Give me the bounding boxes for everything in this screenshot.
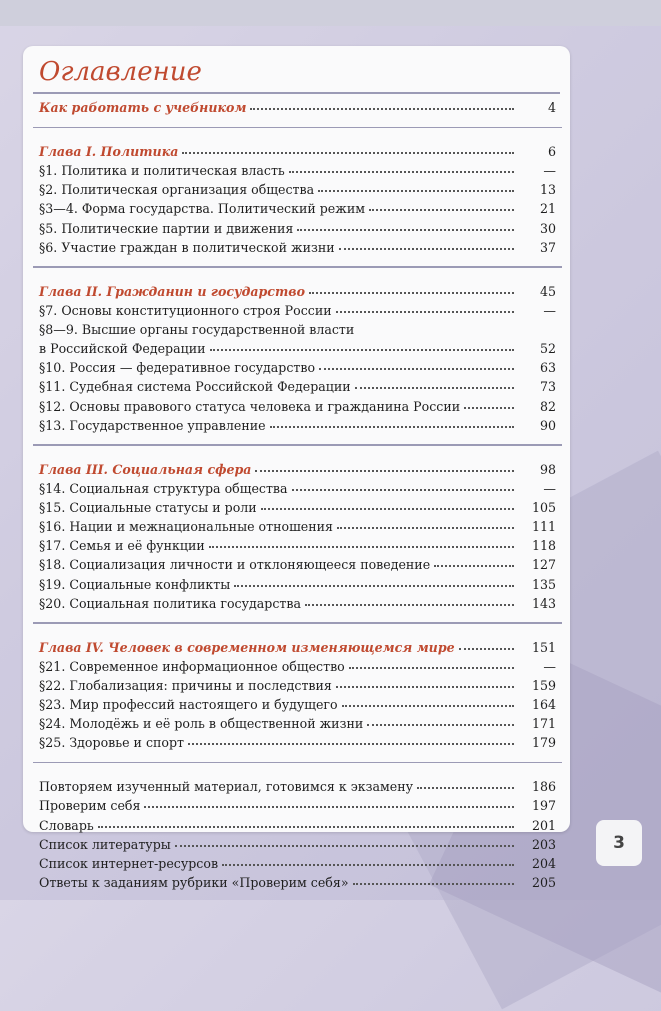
toc-page-number: 73 <box>539 379 556 395</box>
toc-entry-label: §25. Здоровье и спорт <box>39 735 185 751</box>
dot-leader <box>210 349 514 351</box>
toc-page-number: — <box>543 480 556 496</box>
dot-leader <box>353 883 514 885</box>
toc-row[interactable] <box>39 299 556 318</box>
toc-row[interactable] <box>39 414 556 433</box>
toc-row[interactable] <box>39 871 556 890</box>
toc-entry-label: §24. Молодёжь и её роль в общественной жизни <box>39 716 364 732</box>
dot-leader <box>261 508 514 510</box>
toc-page-number: 105 <box>531 499 556 515</box>
toc-entry-label: Ответы к заданиям рубрики «Проверим себя» <box>39 875 349 891</box>
dot-leader <box>336 686 514 688</box>
toc-entry-label: §21. Современное информационное общество <box>39 658 345 674</box>
toc-row[interactable] <box>39 216 556 235</box>
dot-leader <box>250 108 514 110</box>
toc-page-number: 30 <box>539 220 556 236</box>
dot-leader <box>289 171 514 173</box>
dot-leader <box>270 426 514 428</box>
toc-entry-label: Глава IV. Человек в современном изменяющемся мире <box>39 639 455 655</box>
toc-entry-label: Глава I. Политика <box>39 143 179 159</box>
toc-entry-label: Как работать с учебником <box>39 100 247 116</box>
toc-page-number: 13 <box>539 182 556 198</box>
dot-leader <box>459 648 514 650</box>
toc-page-number: 143 <box>531 595 556 611</box>
toc-row[interactable] <box>39 197 556 216</box>
toc-entry-label: Глава III. Социальная сфера <box>39 461 252 477</box>
toc-page-number: 151 <box>531 639 556 655</box>
toc-row[interactable] <box>39 592 556 611</box>
dot-leader <box>297 229 514 231</box>
toc-entry-label: §1. Политика и политическая власть <box>39 163 285 179</box>
toc-entry-label: §11. Судебная система Российской Федерации <box>39 379 351 395</box>
dot-leader <box>337 527 514 529</box>
toc-row[interactable] <box>39 515 556 534</box>
toc-page-number: 21 <box>539 201 556 217</box>
toc-entry-label: §20. Социальная политика государства <box>39 595 301 611</box>
dot-leader <box>292 489 514 491</box>
toc-row[interactable] <box>39 693 556 712</box>
toc-page-number: 37 <box>539 239 556 255</box>
toc-row[interactable] <box>39 674 556 693</box>
dot-leader <box>336 311 514 313</box>
toc-chapter-row[interactable] <box>39 457 556 476</box>
toc-entry-label: Список литературы <box>39 836 171 852</box>
toc-page-number: 63 <box>539 360 556 376</box>
dot-leader <box>234 585 514 587</box>
dot-leader <box>309 292 514 294</box>
dot-leader <box>417 787 514 789</box>
toc-chapter-row[interactable] <box>39 635 556 654</box>
toc-entry-label: Список интернет-ресурсов <box>39 855 219 871</box>
dot-leader <box>188 743 514 745</box>
dot-leader <box>319 368 514 370</box>
toc-page-number: 98 <box>539 461 556 477</box>
toc-entry-label: §3—4. Форма государства. Политический режим <box>39 201 366 217</box>
dot-leader <box>318 190 514 192</box>
toc-row[interactable] <box>39 712 556 731</box>
toc-page-number: 127 <box>531 557 556 573</box>
toc-row[interactable] <box>39 236 556 255</box>
toc-page-number: 90 <box>539 417 556 433</box>
toc-row[interactable] <box>39 813 556 832</box>
toc-row[interactable] <box>39 775 556 794</box>
toc-page-number: 159 <box>531 677 556 693</box>
toc-entry-label: §18. Социализация личности и отклоняющееся поведение <box>39 557 431 573</box>
toc-entry-label: §17. Семья и её функции <box>39 538 205 554</box>
toc-page-number: — <box>543 163 556 179</box>
dot-leader <box>434 565 514 567</box>
dot-leader <box>144 806 514 808</box>
toc-chapter-row[interactable] <box>39 140 556 159</box>
toc-entry-label: §19. Социальные конфликты <box>39 576 231 592</box>
toc-entry-label: §15. Социальные статусы и роли <box>39 499 257 515</box>
toc-row[interactable] <box>39 572 556 591</box>
toc-page-number: 201 <box>531 817 556 833</box>
table-of-contents <box>39 96 556 890</box>
toc-entry-label: §22. Глобализация: причины и последствия <box>39 677 332 693</box>
section-divider <box>33 127 562 129</box>
toc-entry-label: §8—9. Высшие органы государственной власти <box>39 321 355 337</box>
dot-leader <box>464 407 514 409</box>
section-gap <box>39 611 556 620</box>
section-gap <box>39 131 556 140</box>
toc-page-number: 203 <box>531 836 556 852</box>
dot-leader <box>98 826 514 828</box>
toc-page-number: 171 <box>531 716 556 732</box>
toc-page-number: 4 <box>547 100 556 116</box>
dot-leader <box>255 470 514 472</box>
toc-row[interactable] <box>39 337 556 356</box>
dot-leader <box>175 845 514 847</box>
toc-entry-label: §13. Государственное управление <box>39 417 266 433</box>
toc-entry-label: Проверим себя <box>39 798 141 814</box>
toc-row[interactable] <box>39 655 556 674</box>
toc-entry-label: Словарь <box>39 817 94 833</box>
toc-page-number: 118 <box>531 538 556 554</box>
toc-entry-label: §6. Участие граждан в политической жизни <box>39 239 335 255</box>
toc-entry-label: §2. Политическая организация общества <box>39 182 315 198</box>
toc-entry-label: §23. Мир профессий настоящего и будущего <box>39 697 338 713</box>
toc-row[interactable] <box>39 553 556 572</box>
toc-row[interactable] <box>39 375 556 394</box>
toc-row[interactable] <box>39 731 556 750</box>
toc-entry-label: §12. Основы правового статуса человека и гражданина России <box>39 398 461 414</box>
toc-row[interactable] <box>39 318 556 337</box>
dot-leader <box>367 724 514 726</box>
toc-page-number: 205 <box>531 875 556 891</box>
toc-page-number: 197 <box>531 798 556 814</box>
toc-page-number: — <box>543 658 556 674</box>
toc-row[interactable] <box>39 159 556 178</box>
toc-page-number: 204 <box>531 855 556 871</box>
toc-row[interactable] <box>39 178 556 197</box>
dot-leader <box>305 604 514 606</box>
toc-entry-label: §16. Нации и межнациональные отношения <box>39 519 333 535</box>
toc-entry-label: в Российской Федерации <box>39 341 206 357</box>
page-title: Оглавление <box>39 57 202 87</box>
toc-page-number: 45 <box>539 283 556 299</box>
toc-page-number: 135 <box>531 576 556 592</box>
page-top-strip <box>0 0 661 26</box>
section-gap <box>39 449 556 458</box>
section-divider <box>33 266 562 268</box>
toc-row[interactable] <box>39 356 556 375</box>
toc-row[interactable] <box>39 833 556 852</box>
toc-chapter-row[interactable] <box>39 279 556 298</box>
toc-row[interactable] <box>39 394 556 413</box>
dot-leader <box>209 546 514 548</box>
dot-leader <box>349 667 514 669</box>
toc-entry-label: Глава II. Гражданин и государство <box>39 283 305 299</box>
title-divider <box>33 92 560 94</box>
toc-page-number: 52 <box>539 341 556 357</box>
section-divider <box>33 444 562 446</box>
toc-entry-label: §5. Политические партии и движения <box>39 220 294 236</box>
toc-page-number: 186 <box>531 779 556 795</box>
dot-leader <box>355 387 514 389</box>
toc-chapter-row[interactable] <box>39 96 556 115</box>
dot-leader <box>222 864 514 866</box>
toc-page-number: 179 <box>531 735 556 751</box>
section-gap <box>39 271 556 280</box>
toc-entry-label: §14. Социальная структура общества <box>39 480 288 496</box>
section-divider <box>33 622 562 624</box>
section-gap <box>39 255 556 264</box>
section-gap <box>39 750 556 759</box>
toc-page-number: 82 <box>539 398 556 414</box>
dot-leader <box>339 248 514 250</box>
toc-row[interactable] <box>39 852 556 871</box>
section-gap <box>39 627 556 636</box>
section-gap <box>39 115 556 124</box>
toc-page-number: — <box>543 302 556 318</box>
dot-leader <box>342 705 514 707</box>
toc-row[interactable] <box>39 496 556 515</box>
toc-entry-label: §10. Россия — федеративное государство <box>39 360 316 376</box>
dot-leader <box>182 152 514 154</box>
toc-row[interactable] <box>39 477 556 496</box>
toc-page-number: 6 <box>547 143 556 159</box>
section-gap <box>39 766 556 775</box>
toc-row[interactable] <box>39 534 556 553</box>
toc-entry-label: §7. Основы конституционного строя России <box>39 302 332 318</box>
toc-page-number: 111 <box>531 519 556 535</box>
section-gap <box>39 433 556 442</box>
dot-leader <box>369 209 514 211</box>
section-divider <box>33 762 562 764</box>
toc-row[interactable] <box>39 794 556 813</box>
toc-entry-label: Повторяем изученный материал, готовимся к экзамену <box>39 779 414 795</box>
toc-page-number: 164 <box>531 697 556 713</box>
page-number: 3 <box>596 820 642 866</box>
